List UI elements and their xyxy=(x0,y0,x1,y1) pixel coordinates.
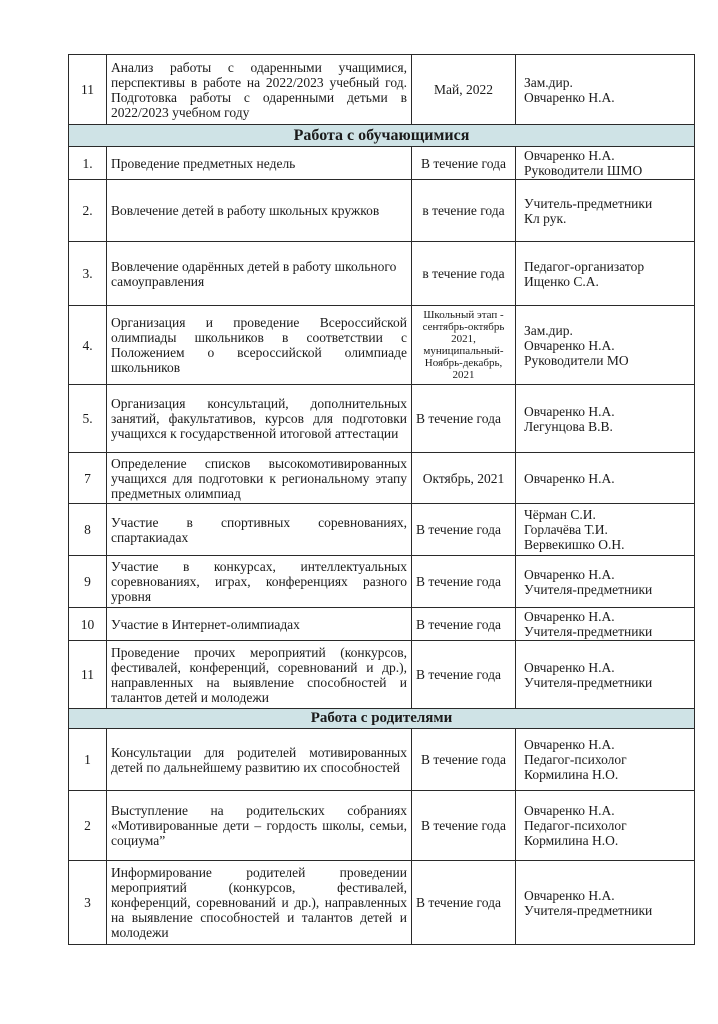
row-number: 8 xyxy=(69,504,107,556)
responsible-name: Учителя-предметники xyxy=(524,674,653,690)
table-row xyxy=(69,729,695,791)
row-number: 2. xyxy=(69,180,107,242)
row-period: Май, 2022 xyxy=(412,55,516,125)
responsible-name: Овчаренко Н.А. xyxy=(524,887,615,903)
row-responsible xyxy=(516,242,695,306)
row-number: 10 xyxy=(69,608,107,641)
table-row xyxy=(69,791,695,861)
row-activity: Анализ работы с одаренными учащимися, перспективы в работе на 2022/2023 учебный год. Подготовка работы с одаренными детьми в 2022/2023 учебном году xyxy=(107,55,412,125)
row-number: 1 xyxy=(69,729,107,791)
row-period: В течение года xyxy=(412,385,516,453)
row-activity: Вовлечение одарённых детей в работу школьного самоуправления xyxy=(107,242,412,306)
row-number: 11 xyxy=(69,641,107,709)
row-activity: Организация консультаций, дополнительных занятий, факультативов, курсов для подготовки учащихся к государственной итоговой аттестации xyxy=(107,385,412,453)
row-period: В течение года xyxy=(412,791,516,861)
responsible-name: Овчаренко Н.А. xyxy=(524,803,615,818)
responsible-name: Педагог-психолог xyxy=(524,818,627,833)
responsible-name: Кормилина Н.О. xyxy=(524,767,619,782)
row-activity: Выступление на родительских собраниях «Мотивированные дети – гордость школы, семьи, социума” xyxy=(107,791,412,861)
row-period: Октябрь, 2021 xyxy=(412,453,516,504)
table-row xyxy=(69,608,695,641)
responsible-name: Овчаренко Н.А. xyxy=(524,337,615,353)
row-number: 3. xyxy=(69,242,107,306)
row-responsible xyxy=(516,180,695,242)
row-number: 3 xyxy=(69,861,107,945)
row-period: В течение года xyxy=(412,504,516,556)
responsible-name: Овчаренко Н.А. xyxy=(524,148,615,163)
responsible-name: Кл рук. xyxy=(524,210,567,226)
row-responsible xyxy=(516,453,695,504)
responsible-name: Педагог-организатор xyxy=(524,258,645,274)
responsible-name: Овчаренко Н.А. xyxy=(524,89,615,105)
row-period: В течение года xyxy=(412,861,516,945)
table-row xyxy=(69,180,695,242)
table-row xyxy=(69,641,695,709)
row-responsible xyxy=(516,641,695,709)
row-number: 11 xyxy=(69,55,107,125)
responsible-name: Учитель-предметники xyxy=(524,195,653,211)
responsible-name: Кормилина Н.О. xyxy=(524,833,619,848)
table-row xyxy=(69,861,695,945)
table-row xyxy=(69,55,695,125)
row-responsible xyxy=(516,385,695,453)
row-number: 7 xyxy=(69,453,107,504)
row-period: В течение года xyxy=(412,608,516,641)
responsible-name: Овчаренко Н.А. xyxy=(524,609,615,624)
row-activity: Организация и проведение Всероссийской олимпиады школьников в соответствии с Положением о всероссийской олимпиаде школьников xyxy=(107,306,412,385)
row-number: 4. xyxy=(69,306,107,385)
responsible-name: Овчаренко Н.А. xyxy=(524,470,615,486)
responsible-name: Чёрман С.И. xyxy=(524,507,596,522)
responsible-name: Зам.дир. xyxy=(524,74,573,90)
row-period: в течение года xyxy=(412,242,516,306)
row-activity: Консультации для родителей мотивированных детей по дальнейшему развитию их способностей xyxy=(107,729,412,791)
responsible-name: Горлачёва Т.И. xyxy=(524,522,608,537)
table-row xyxy=(69,385,695,453)
row-number: 1. xyxy=(69,147,107,180)
section-title: Работа с родителями xyxy=(69,709,695,729)
responsible-name: Педагог-психолог xyxy=(524,752,627,767)
responsible-name: Учителя-предметники xyxy=(524,624,653,639)
responsible-name: Ищенко С.А. xyxy=(524,273,599,289)
row-responsible xyxy=(516,504,695,556)
row-activity: Проведение предметных недель xyxy=(107,147,412,180)
row-activity: Участие в конкурсах, интеллектуальных соревнованиях, играх, конференциях разного уровня xyxy=(107,556,412,608)
responsible-name: Овчаренко Н.А. xyxy=(524,566,615,582)
section-header-row xyxy=(69,709,695,729)
table-row xyxy=(69,242,695,306)
table-row xyxy=(69,453,695,504)
row-period: В течение года xyxy=(412,729,516,791)
row-number: 5. xyxy=(69,385,107,453)
row-activity: Проведение прочих мероприятий (конкурсов, фестивалей, конференций, соревнований и др.), направленных на выявление способностей и талантов детей и молодежи xyxy=(107,641,412,709)
responsible-name: Вервекишко О.Н. xyxy=(524,537,625,552)
row-responsible xyxy=(516,556,695,608)
table-row xyxy=(69,147,695,180)
plan-table xyxy=(68,54,695,945)
responsible-name: Овчаренко Н.А. xyxy=(524,737,615,752)
row-activity: Информирование родителей проведении мероприятий (конкурсов, фестивалей, конференций, соревнований и др.), направленных на выявление способностей и талантов детей и молодежи xyxy=(107,861,412,945)
responsible-name: Учителя-предметники xyxy=(524,902,653,918)
responsible-name: Руководители ШМО xyxy=(524,163,643,178)
table-row xyxy=(69,504,695,556)
row-period: Школьный этап - сентябрь-октябрь 2021, муниципальный-Ноябрь-декабрь, 2021 xyxy=(412,306,516,385)
row-activity: Определение списков высокомотивированных учащихся для подготовки к региональному этапу предметных олимпиад xyxy=(107,453,412,504)
section-title: Работа с обучающимися xyxy=(69,125,695,147)
row-period: В течение года xyxy=(412,147,516,180)
row-activity: Участие в спортивных соревнованиях, спартакиадах xyxy=(107,504,412,556)
responsible-name: Овчаренко Н.А. xyxy=(524,659,615,675)
row-activity: Вовлечение детей в работу школьных кружков xyxy=(107,180,412,242)
row-responsible xyxy=(516,55,695,125)
row-responsible xyxy=(516,306,695,385)
row-period: В течение года xyxy=(412,641,516,709)
row-number: 9 xyxy=(69,556,107,608)
row-period: В течение года xyxy=(412,556,516,608)
section-header-row xyxy=(69,125,695,147)
responsible-name: Овчаренко Н.А. xyxy=(524,403,615,419)
row-responsible xyxy=(516,791,695,861)
row-responsible xyxy=(516,729,695,791)
row-responsible xyxy=(516,861,695,945)
responsible-name: Легунцова В.В. xyxy=(524,418,613,434)
table-row xyxy=(69,306,695,385)
row-responsible xyxy=(516,147,695,180)
responsible-name: Учителя-предметники xyxy=(524,581,653,597)
row-number: 2 xyxy=(69,791,107,861)
row-period: в течение года xyxy=(412,180,516,242)
responsible-name: Руководители МО xyxy=(524,352,629,368)
row-responsible xyxy=(516,608,695,641)
responsible-name: Зам.дир. xyxy=(524,322,573,338)
row-activity: Участие в Интернет-олимпиадах xyxy=(107,608,412,641)
table-row xyxy=(69,556,695,608)
